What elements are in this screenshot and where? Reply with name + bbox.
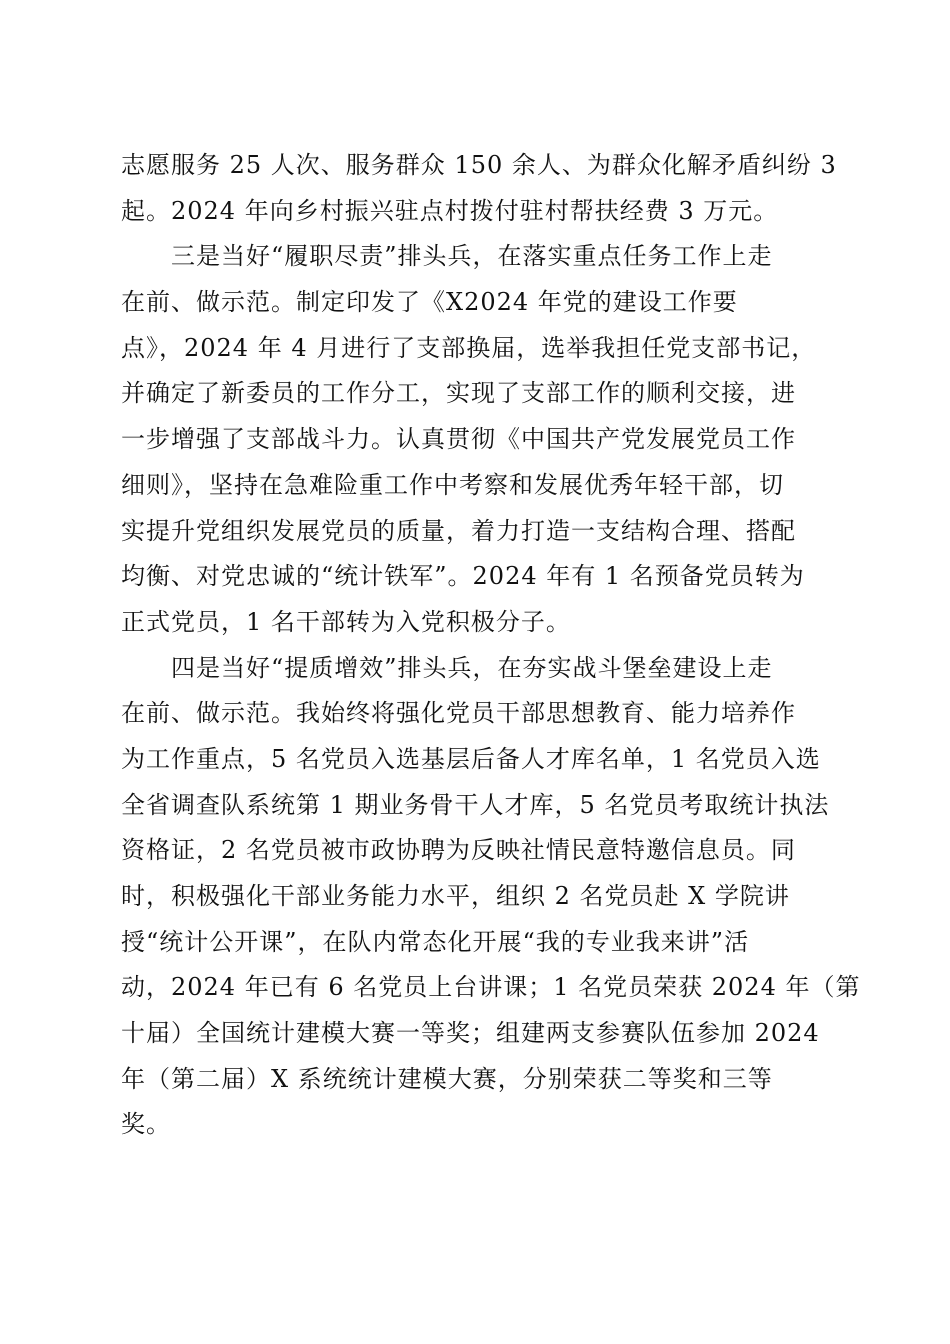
text-line: 点》，2024 年 4 月进行了支部换届，选举我担任党支部书记，	[121, 333, 817, 362]
text-line: 并确定了新委员的工作分工，实现了支部工作的顺利交接，进	[121, 379, 796, 408]
paragraph-volunteer-service	[121, 143, 841, 234]
text-line: 在前、做示范。制定印发了《X2024 年党的建设工作要	[121, 288, 738, 317]
text-line: 正式党员，1 名干部转为入党积极分子。	[121, 607, 571, 636]
paragraph-quality-vanguard	[121, 646, 861, 1149]
text-line: 奖。	[121, 1110, 171, 1139]
text-line: 四是当好“提质增效”排头兵，在夯实战斗堡垒建设上走	[171, 653, 773, 682]
text-line: 志愿服务 25 人次、服务群众 150 余人、为群众化解矛盾纠纷 3	[121, 151, 837, 179]
text-line: 动，2024 年已有 6 名党员上台讲课；1 名党员荣获 2024 年（第	[121, 973, 861, 1002]
text-line: 细则》，坚持在急难险重工作中考察和发展优秀年轻干部，切	[121, 470, 784, 499]
text-line: 资格证，2 名党员被市政协聘为反映社情民意特邀信息员。同	[121, 836, 796, 865]
text-line: 年（第二届）X 系统统计建模大赛，分别荣获二等奖和三等	[121, 1064, 773, 1093]
text-line: 为工作重点，5 名党员入选基层后备人才库名单，1 名党员入选	[121, 744, 821, 773]
text-line: 一步增强了支部战斗力。认真贯彻《中国共产党发展党员工作	[121, 425, 796, 454]
text-line: 均衡、对党忠诚的“统计铁军”。2024 年有 1 名预备党员转为	[121, 562, 805, 591]
document-body	[121, 143, 861, 1148]
text-line: 授“统计公开课”，在队内常态化开展“我的专业我来讲”活	[121, 927, 750, 956]
text-line: 在前、做示范。我始终将强化党员干部思想教育、能力培养作	[121, 699, 796, 728]
text-line: 实提升党组织发展党员的质量，着力打造一支结构合理、搭配	[121, 516, 796, 545]
text-line: 起。2024 年向乡村振兴驻点村拨付驻村帮扶经费 3 万元。	[121, 196, 779, 225]
text-line: 十届）全国统计建模大赛一等奖；组建两支参赛队伍参加 2024	[121, 1019, 820, 1048]
text-line: 三是当好“履职尽责”排头兵，在落实重点任务工作上走	[171, 242, 773, 271]
text-line: 全省调查队系统第 1 期业务骨干人才库，5 名党员考取统计执法	[121, 790, 830, 819]
paragraph-duty-vanguard	[121, 234, 841, 645]
text-line: 时，积极强化干部业务能力水平，组织 2 名党员赴 X 学院讲	[121, 882, 790, 910]
